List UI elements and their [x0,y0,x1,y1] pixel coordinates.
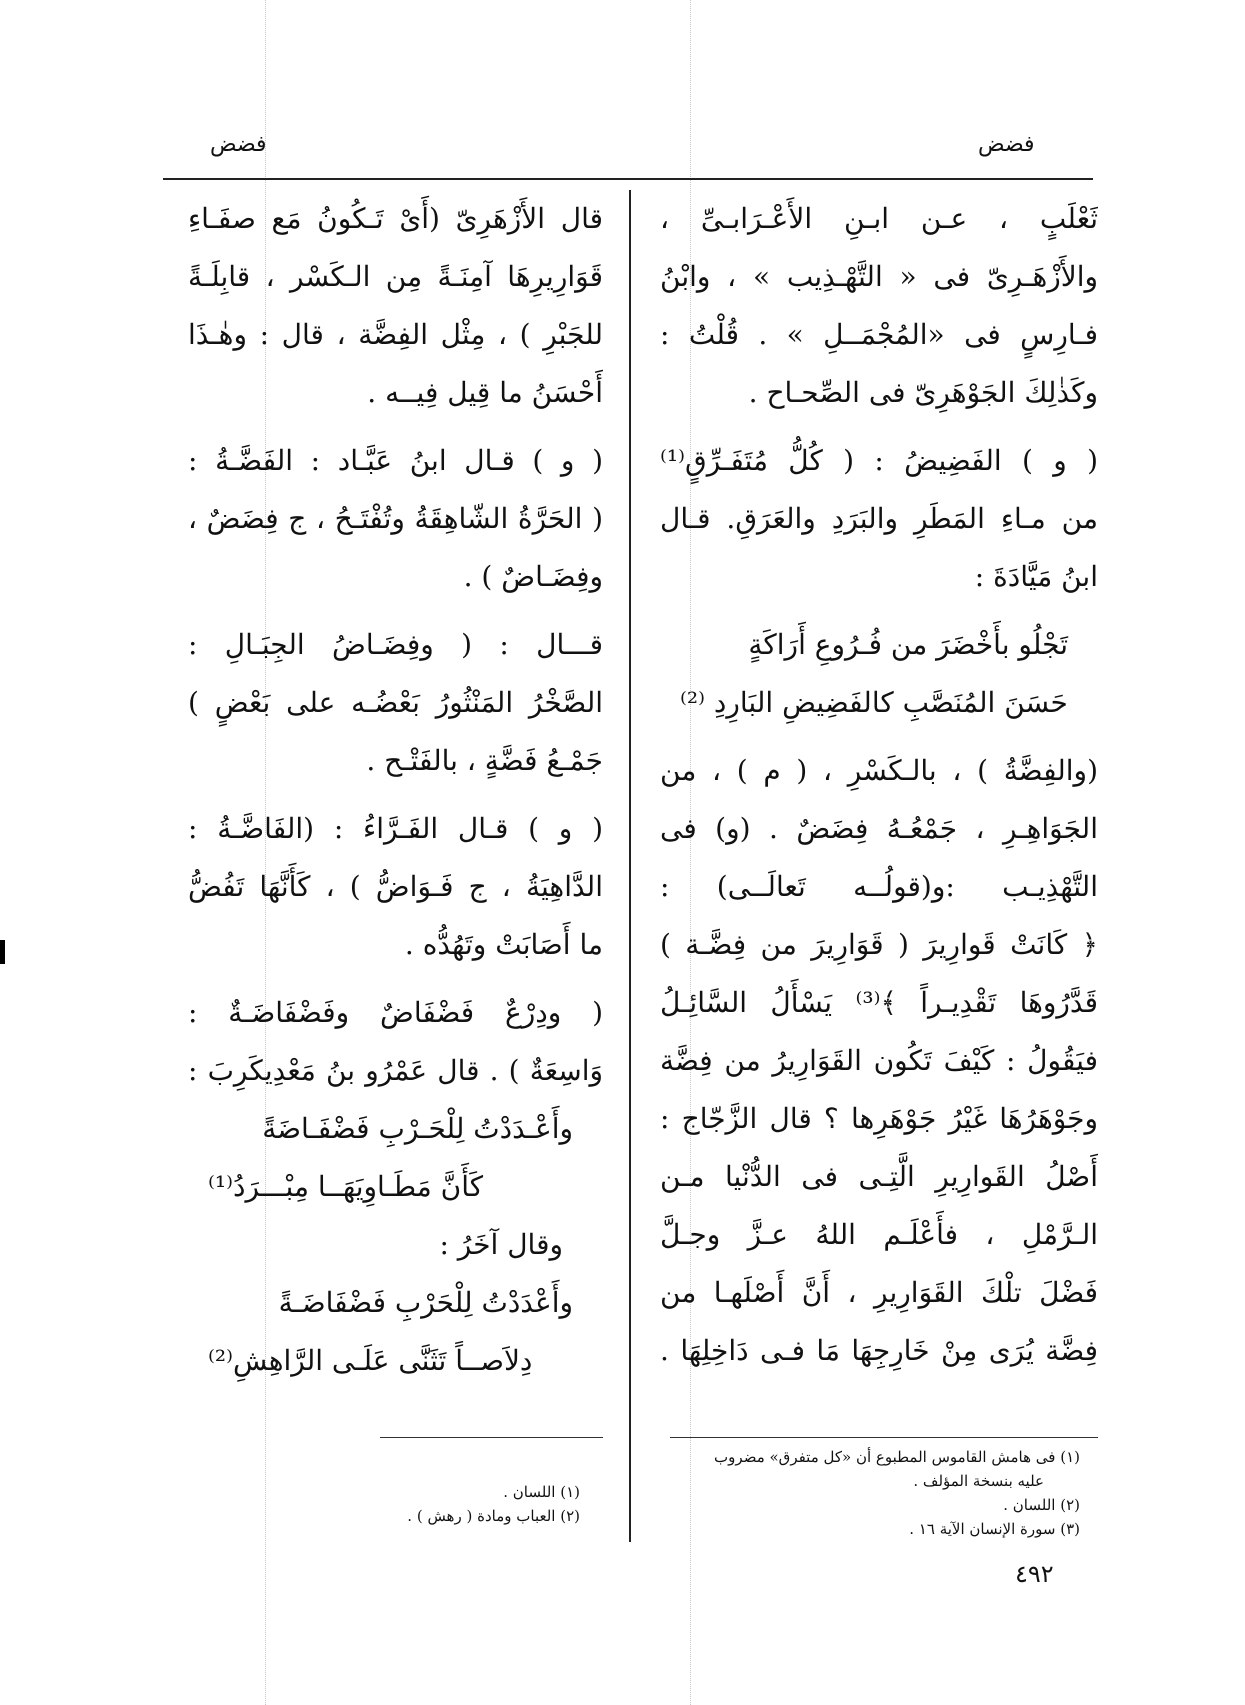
footnotes-right [660,1445,1080,1541]
verse-line: وأَعْدَدْتُ لِلْحَرْبِ فَضْفَاضَـةً [278,1286,573,1319]
text-line: ما أَصَابَتْ وتَهُدُّه . [404,928,603,961]
footnote: (١) فى هامش القاموس المطبوع أن «كل متفرق» مضروب [714,1448,1080,1466]
footnote: (١) اللسان . [503,1483,580,1501]
text-line: الـرَّمْلِ ، فأَعْلَـم اللهُ عـزَّ وجـلَّ [660,1218,1098,1251]
verse-line: كَأَنَّ مَطَـاوِيَهَــا مِبْـــرَدُ⁽¹⁾ [208,1170,484,1203]
paragraph-gap [188,422,603,432]
right-text-column [660,190,1098,1380]
text-line: ( ودِرْعٌ فَضْفَاضٌ وفَضْفَاضَـةٌ : [188,996,603,1029]
text-line: وَاسِعَةٌ ) . قال عَمْرُو بنُ مَعْدِيكَرِبَ : [188,1054,603,1087]
footnote: (٢) اللسان . [1003,1496,1080,1514]
footnote-rule-right [670,1437,1098,1438]
text-line: ( الحَرَّةُ الشّاهِقَةُ وتُفْتَـحُ ، ج فِضَضٌ ، [188,502,603,535]
text-line: الدَّاهِيَةُ ، ج فَـوَاضُّ ) ، كَأَنَّهَا تَفُضُّ [188,870,603,903]
footnote: عليه بنسخة المؤلف . [913,1472,1044,1490]
footnotes-left [330,1480,580,1528]
footnote: (٢) العباب ومادة ( رهش ) . [407,1507,580,1525]
text-line: ( و ) الفَضِيضُ : ( كُلُّ مُتَفَـرِّقٍ⁽¹⁾ [660,444,1098,477]
paragraph-gap [660,606,1098,616]
scan-margin-mark [0,940,5,964]
text-line: قَدَّرُوهَا تَقْدِيـراً ﴾⁽³⁾ يَسْأَلُ السَّائِـلُ [660,986,1098,1019]
text-line: جَمْـعُ فَضَّةٍ ، بالفَتْـح . [366,744,603,777]
text-line: للجَبْرِ ) ، مِثْل الفِضَّة ، قال : وهٰـذَا [188,318,603,351]
text-line: وقال آخَرُ : [439,1228,563,1261]
text-line: فـارِسٍ فى «المُجْمَــلِ » . قُلْتُ : [660,318,1098,351]
running-header-right: فضض [978,132,1035,157]
text-line: التَّهْذِيـب :و(قولُــه تَعالَــى) : [660,870,1098,903]
text-line: الجَوَاهِـرِ ، جَمْعُـهُ فِضَضٌ . (و) فى [660,812,1098,845]
text-line: ( و ) قـال ابنُ عَبَّـاد : الفَضَّـةُ : [188,444,603,477]
text-line: قـــال : ( وفِضَـاضُ الجِبَـالِ : [188,628,603,661]
paragraph-gap [660,732,1098,742]
text-line: فَضْلَ تلْكَ القَوَارِيرِ ، أَنَّ أَصْلَهـا من [660,1276,1098,1309]
text-line: وفِضَـاضٌ ) . [463,560,603,593]
verse-line: حَسَنَ المُنَصَّبِ كالفَضِيضِ البَارِدِ ⁽²⁾ [680,686,1068,719]
text-line: ابنُ مَيَّادَةَ : [974,560,1098,593]
verse-line: وأَعْـدَدْتُ لِلْحَـرْبِ فَضْفَـاضَةً [262,1112,573,1145]
verse-line: تَجْلُو بأَخْضَرَ من فُـرُوعِ أَرَاكَةٍ [748,628,1068,661]
footnote: (٣) سورة الإنسان الآية ١٦ . [909,1520,1080,1538]
text-line: قال الأَزْهَرِىّ (أَىْ تَـكُونُ مَع صفَـاءِ [188,202,603,235]
text-line: قَوَارِيرِهَا آمِنَـةً مِن الـكَسْر ، قابِلَـةً [188,260,603,293]
text-line: وكَذٰلِكَ الجَوْهَرِىّ فى الصِّحـاح . [748,376,1098,409]
paragraph-gap [660,422,1098,432]
left-text-column [188,190,603,1390]
page-number: ٤٩٢ [1015,1560,1054,1588]
header-rule [163,178,1093,180]
running-header-left: فضض [210,132,267,157]
text-line: (والفِضَّةُ ) ، بالـكَسْرِ ، ( م ) ، من [660,754,1098,787]
text-line: ﴿ كَانَتْ قَوارِيرَ ( قَوَارِيرَ من فِضَّـة ) [660,928,1098,961]
text-line: وجَوْهَرُهَا غَيْرُ جَوْهَرِها ؟ قال الزَّجّاج : [660,1102,1098,1135]
text-line: ( و ) قـال الفَـرَّاءُ : (الفَاضَّـةُ : [188,812,603,845]
text-line: أَصْلُ القَوارِيرِ الَّتِـى فى الدُّنْيا مـن [660,1160,1098,1193]
text-line: ثَعْلَبٍ ، عـن ابـنِ الأَعْـرَابـىِّ ، [660,202,1098,235]
text-line: فِضَّة يُرَى مِنْ خَارِجِهَا مَا فـى دَاخِلِهَا . [660,1334,1098,1367]
footnote-rule-left [380,1437,603,1438]
verse-line: دِلاَصــاً تَثَنَّى عَلَـى الرَّاهِشِ⁽²⁾ [208,1344,533,1377]
text-line: والأَزْهَـرِىّ فى « التَّهْـذِيب » ، وابْنُ [660,260,1098,293]
paragraph-gap [188,606,603,616]
text-line: الصَّخْرُ المَنْثُورُ بَعْضُـه على بَعْضٍ ) [188,686,603,719]
paragraph-gap [188,974,603,984]
paragraph-gap [188,790,603,800]
text-line: أَحْسَنُ ما قِيل فِيــه . [367,376,603,409]
text-line: فيَقُولُ : كَيْفَ تَكُون القَوَارِيرُ من فِضَّة [660,1044,1098,1077]
column-divider [629,190,631,1542]
text-line: من مـاءِ المَطَرِ والبَرَدِ والعَرَقِ. قـال [660,502,1098,535]
